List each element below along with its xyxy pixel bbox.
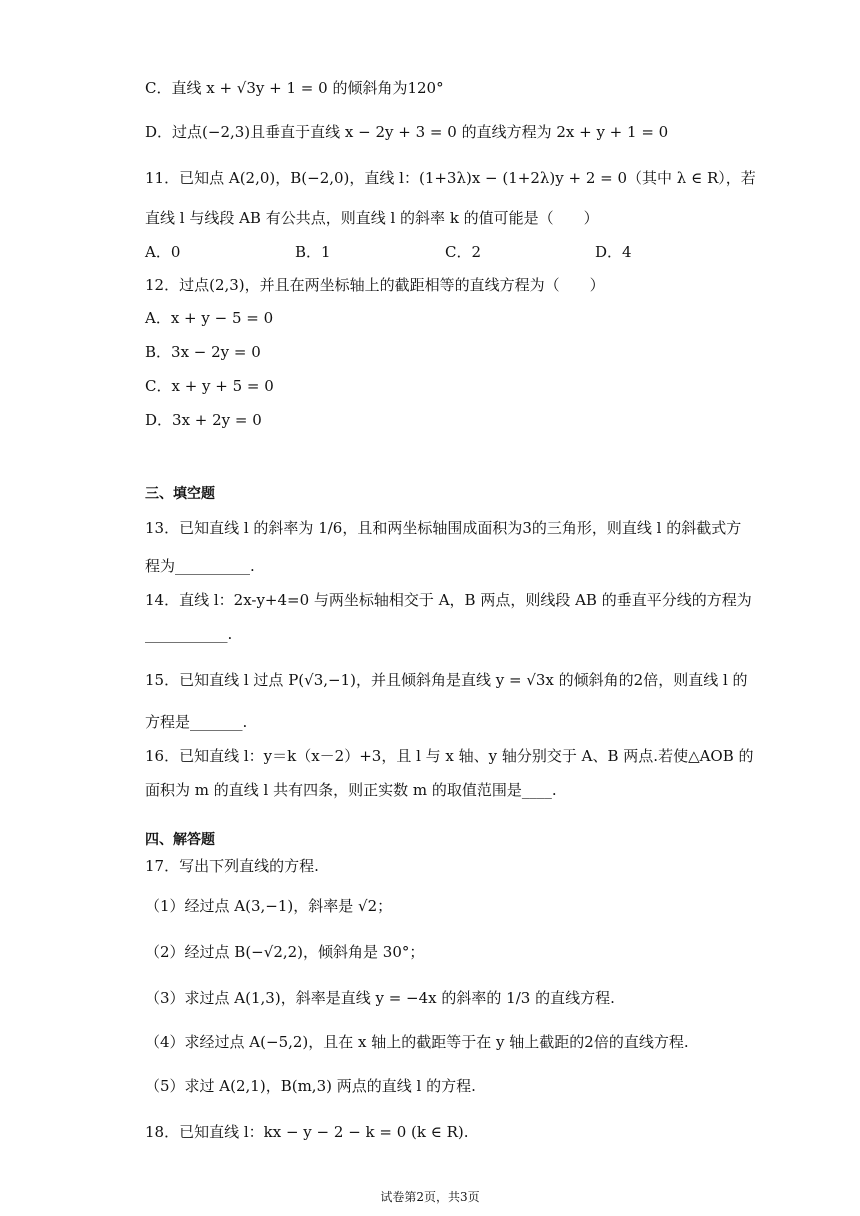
q12-stem: 12．过点(2,3)，并且在两坐标轴上的截距相等的直线方程为（ ） — [145, 276, 605, 294]
q17-stem: 17．写出下列直线的方程. — [145, 857, 319, 875]
q12-option-c: C．x + y + 5 = 0 — [145, 377, 274, 395]
q18-stem: 18．已知直线 l：kx − y − 2 − k = 0 (k ∈ R). — [145, 1123, 469, 1141]
q17-part-2: （2）经过点 B(−√2,2)，倾斜角是 30°； — [145, 943, 425, 961]
q16-stem-line1: 16．已知直线 l：y＝k（x－2）+3，且 l 与 x 轴、y 轴分别交于 A、B 两点.若使△AOB 的 — [145, 747, 754, 765]
q17-part-1: （1）经过点 A(3,−1)，斜率是 √2； — [145, 897, 393, 915]
q12-option-a: A．x + y − 5 = 0 — [145, 309, 274, 327]
q17-part-3: （3）求过点 A(1,3)，斜率是直线 y = −4x 的斜率的 1/3 的直线方程. — [145, 989, 615, 1007]
q17-part-4: （4）求经过点 A(−5,2)，且在 x 轴上的截距等于在 y 轴上截距的2倍的直线方程. — [145, 1033, 689, 1051]
q14-stem-line2: ___________. — [145, 625, 233, 643]
q10-option-c: C．直线 x + √3y + 1 = 0 的倾斜角为120° — [145, 79, 444, 97]
q17-part-5: （5）求过 A(2,1)，B(m,3) 两点的直线 l 的方程. — [145, 1077, 476, 1095]
section-heading-solve: 四、解答题 — [145, 832, 215, 848]
q12-option-d: D．3x + 2y = 0 — [145, 411, 262, 429]
q11-stem-line1: 11．已知点 A(2,0)，B(−2,0)，直线 l：(1+3λ)x − (1+2λ)y + 2 = 0（其中 λ ∈ R），若 — [145, 169, 756, 187]
q13-stem-line1: 13．已知直线 l 的斜率为 1/6，且和两坐标轴围成面积为3的三角形，则直线 l 的斜截式方 — [145, 519, 742, 537]
q11-option-a: A．0 — [145, 243, 181, 261]
q12-option-b: B．3x − 2y = 0 — [145, 343, 261, 361]
q13-stem-line2: 程为__________. — [145, 557, 255, 575]
q11-option-b: B．1 — [295, 243, 331, 261]
q15-stem-line2: 方程是_______. — [145, 713, 248, 731]
q11-stem-line2: 直线 l 与线段 AB 有公共点，则直线 l 的斜率 k 的值可能是（ ） — [145, 209, 599, 227]
page-footer: 试卷第2页，共3页 — [380, 1190, 480, 1204]
q15-stem-line1: 15．已知直线 l 过点 P(√3,−1)，并且倾斜角是直线 y = √3x 的倾斜角的2倍，则直线 l 的 — [145, 671, 748, 689]
q10-option-d: D．过点(−2,3)且垂直于直线 x − 2y + 3 = 0 的直线方程为 2x + y + 1 = 0 — [145, 123, 669, 141]
q14-stem-line1: 14．直线 l：2x-y+4=0 与两坐标轴相交于 A，B 两点，则线段 AB 的垂直平分线的方程为 — [145, 591, 752, 609]
q11-option-c: C．2 — [445, 243, 482, 261]
q11-option-d: D．4 — [595, 243, 632, 261]
section-heading-fill-in: 三、填空题 — [145, 486, 215, 502]
q16-stem-line2: 面积为 m 的直线 l 共有四条，则正实数 m 的取值范围是____. — [145, 781, 557, 799]
